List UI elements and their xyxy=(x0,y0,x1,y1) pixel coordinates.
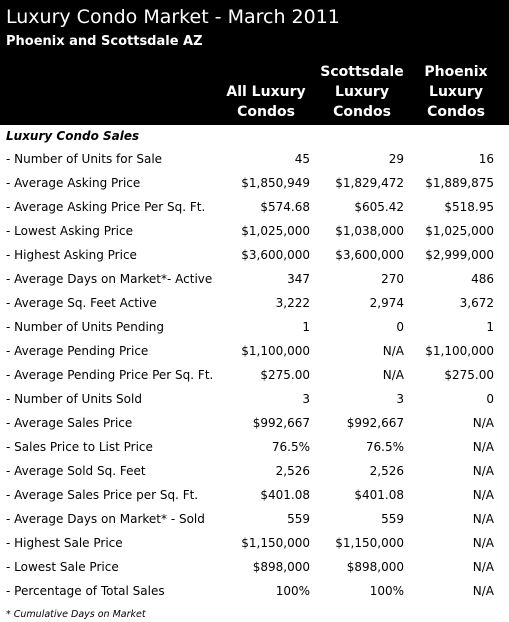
cell-phoenix: 486 xyxy=(471,272,494,286)
column-header-line: Luxury xyxy=(429,84,483,100)
row-label: - Lowest Asking Price xyxy=(6,224,133,238)
cell-scottsdale: 2,526 xyxy=(369,464,404,478)
row-label: - Average Pending Price Per Sq. Ft. xyxy=(6,368,214,382)
cell-all-luxury: $401.08 xyxy=(260,488,310,502)
cell-all-luxury: 45 xyxy=(294,152,310,166)
row-label: - Average Asking Price xyxy=(6,176,141,190)
cell-phoenix: N/A xyxy=(472,512,494,526)
cell-phoenix: $1,025,000 xyxy=(425,224,494,238)
cell-scottsdale: 0 xyxy=(396,320,404,334)
cell-scottsdale: $3,600,000 xyxy=(335,248,404,262)
cell-scottsdale: 559 xyxy=(381,512,404,526)
row-label: - Average Sales Price xyxy=(6,416,133,430)
table-row xyxy=(0,339,509,363)
column-header-line: Condos xyxy=(237,104,295,120)
cell-phoenix: $1,100,000 xyxy=(425,344,494,358)
column-header-line: Condos xyxy=(333,104,391,120)
cell-scottsdale: $401.08 xyxy=(354,488,404,502)
table-row xyxy=(0,291,509,315)
column-header-scottsdale xyxy=(316,58,408,122)
cell-phoenix: $1,889,875 xyxy=(425,176,494,190)
table-row xyxy=(0,579,509,603)
cell-phoenix: 16 xyxy=(478,152,494,166)
page-subtitle: Phoenix and Scottsdale AZ xyxy=(6,34,203,49)
cell-all-luxury: $992,667 xyxy=(252,416,310,430)
cell-scottsdale: N/A xyxy=(382,344,404,358)
cell-all-luxury: 2,526 xyxy=(275,464,310,478)
table-row xyxy=(0,315,509,339)
column-header-line: All Luxury xyxy=(226,84,306,100)
cell-phoenix: N/A xyxy=(472,488,494,502)
column-header-line: Luxury xyxy=(335,84,389,100)
row-label: - Percentage of Total Sales xyxy=(6,584,165,598)
table-row xyxy=(0,195,509,219)
row-label: - Sales Price to List Price xyxy=(6,440,153,454)
cell-all-luxury: 76.5% xyxy=(271,440,310,454)
cell-scottsdale: 2,974 xyxy=(369,296,404,310)
cell-phoenix: $2,999,000 xyxy=(425,248,494,262)
cell-scottsdale: 270 xyxy=(381,272,404,286)
row-label: - Average Days on Market*- Active xyxy=(6,272,213,286)
row-label: - Average Sales Price per Sq. Ft. xyxy=(6,488,199,502)
row-label: - Average Sq. Feet Active xyxy=(6,296,157,310)
table-row xyxy=(0,555,509,579)
cell-scottsdale: 29 xyxy=(388,152,404,166)
row-label: - Average Sold Sq. Feet xyxy=(6,464,146,478)
cell-scottsdale: 100% xyxy=(369,584,404,598)
cell-all-luxury: $1,150,000 xyxy=(241,536,310,550)
cell-all-luxury: 3,222 xyxy=(275,296,310,310)
cell-all-luxury: $574.68 xyxy=(260,200,310,214)
row-label: - Highest Sale Price xyxy=(6,536,123,550)
table-header xyxy=(0,0,509,125)
cell-scottsdale: $1,038,000 xyxy=(335,224,404,238)
footnote: * Cumulative Days on Market xyxy=(6,609,146,620)
cell-phoenix: N/A xyxy=(472,416,494,430)
cell-scottsdale: $605.42 xyxy=(354,200,404,214)
cell-all-luxury: $898,000 xyxy=(252,560,310,574)
cell-all-luxury: $1,025,000 xyxy=(241,224,310,238)
cell-all-luxury: 1 xyxy=(302,320,310,334)
table-row xyxy=(0,531,509,555)
column-header-line: Phoenix xyxy=(424,64,488,80)
cell-phoenix: N/A xyxy=(472,560,494,574)
column-header-all-luxury xyxy=(218,58,314,122)
cell-scottsdale: $1,150,000 xyxy=(335,536,404,550)
column-header-line: Condos xyxy=(427,104,485,120)
table-row xyxy=(0,411,509,435)
cell-all-luxury: $3,600,000 xyxy=(241,248,310,262)
table-row xyxy=(0,267,509,291)
cell-phoenix: N/A xyxy=(472,440,494,454)
table-row xyxy=(0,171,509,195)
cell-scottsdale: 76.5% xyxy=(365,440,404,454)
row-label: - Average Days on Market* - Sold xyxy=(6,512,205,526)
data-table xyxy=(0,147,509,603)
cell-phoenix: 0 xyxy=(486,392,494,406)
table-row xyxy=(0,435,509,459)
table-row xyxy=(0,363,509,387)
cell-phoenix: $275.00 xyxy=(444,368,494,382)
row-label: - Number of Units for Sale xyxy=(6,152,163,166)
section-label: Luxury Condo Sales xyxy=(6,129,140,143)
row-label: - Highest Asking Price xyxy=(6,248,137,262)
row-label: - Average Pending Price xyxy=(6,344,149,358)
cell-all-luxury: 3 xyxy=(302,392,310,406)
cell-scottsdale: $1,829,472 xyxy=(335,176,404,190)
cell-all-luxury: $275.00 xyxy=(260,368,310,382)
cell-phoenix: 1 xyxy=(486,320,494,334)
cell-all-luxury: $1,100,000 xyxy=(241,344,310,358)
table-row xyxy=(0,507,509,531)
cell-phoenix: N/A xyxy=(472,464,494,478)
column-header-phoenix xyxy=(410,58,502,122)
cell-phoenix: N/A xyxy=(472,584,494,598)
table-row xyxy=(0,219,509,243)
cell-all-luxury: 100% xyxy=(275,584,310,598)
page-title: Luxury Condo Market - March 2011 xyxy=(6,6,340,28)
row-label: - Lowest Sale Price xyxy=(6,560,119,574)
cell-all-luxury: $1,850,949 xyxy=(241,176,310,190)
column-header-line: Scottsdale xyxy=(320,64,404,80)
cell-scottsdale: $898,000 xyxy=(346,560,404,574)
row-label: - Number of Units Sold xyxy=(6,392,142,406)
cell-phoenix: N/A xyxy=(472,536,494,550)
row-label: - Average Asking Price Per Sq. Ft. xyxy=(6,200,206,214)
cell-scottsdale: 3 xyxy=(396,392,404,406)
table-row xyxy=(0,243,509,267)
table-row xyxy=(0,387,509,411)
cell-all-luxury: 347 xyxy=(287,272,310,286)
table-row xyxy=(0,147,509,171)
table-row xyxy=(0,483,509,507)
row-label: - Number of Units Pending xyxy=(6,320,165,334)
table-row xyxy=(0,459,509,483)
cell-phoenix: 3,672 xyxy=(459,296,494,310)
cell-scottsdale: N/A xyxy=(382,368,404,382)
cell-scottsdale: $992,667 xyxy=(346,416,404,430)
cell-phoenix: $518.95 xyxy=(444,200,494,214)
cell-all-luxury: 559 xyxy=(287,512,310,526)
